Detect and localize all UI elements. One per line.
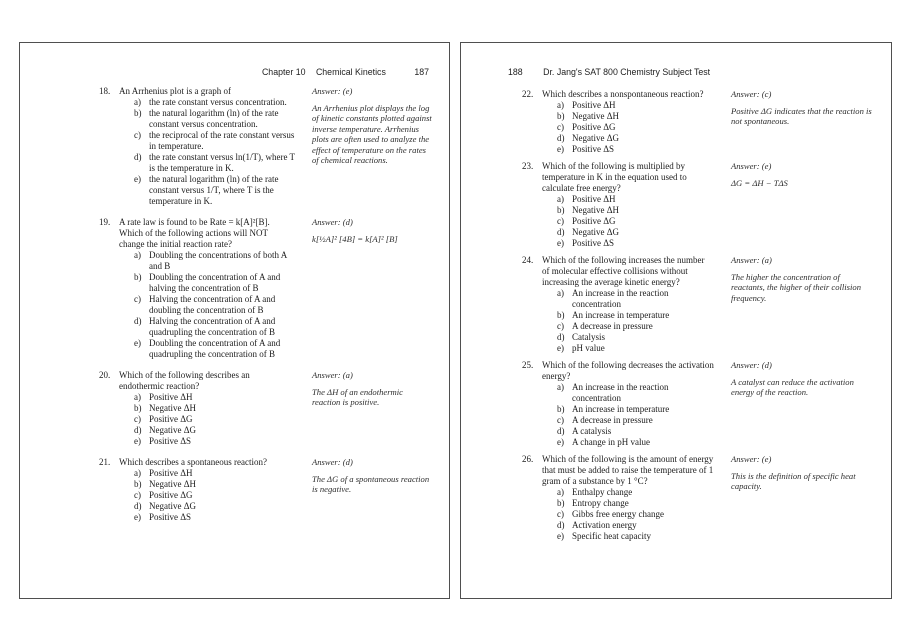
option-text: Halving the concentration of A and doubling the concentration of B bbox=[149, 294, 276, 315]
option-item bbox=[134, 490, 295, 501]
question-body bbox=[119, 370, 295, 447]
option-item bbox=[134, 425, 295, 436]
option-text: Doubling the concentration of A and quadrupling the concentration of B bbox=[149, 338, 281, 359]
answer-block bbox=[295, 86, 433, 166]
option-label: a) bbox=[557, 100, 564, 110]
option-label: b) bbox=[557, 310, 565, 320]
answer-explanation: The ΔG of a spontaneous reaction is negative. bbox=[312, 473, 430, 494]
option-item bbox=[134, 403, 295, 414]
question-number: 26. bbox=[522, 454, 534, 464]
option-text: the rate constant versus ln(1/T), where T is the temperature in K. bbox=[149, 152, 295, 173]
answer-explanation: An Arrhenius plot displays the log of kinetic constants plotted against inverse temperature. Arrhenius plots are often used to analyze the effect of temperature on the rates of chemical reactions. bbox=[312, 102, 432, 165]
option-text: Positive ΔS bbox=[149, 436, 192, 446]
question-body bbox=[542, 360, 714, 448]
option-label: c) bbox=[134, 294, 141, 304]
question-body bbox=[119, 86, 295, 207]
option-item bbox=[557, 404, 714, 415]
option-label: e) bbox=[134, 174, 141, 184]
option-text: An increase in the reaction concentration bbox=[572, 382, 669, 403]
option-label: a) bbox=[557, 288, 564, 298]
option-item bbox=[557, 382, 714, 404]
question-item bbox=[522, 89, 875, 155]
option-item bbox=[134, 130, 295, 152]
option-text: pH value bbox=[572, 343, 605, 353]
option-text: A decrease in pressure bbox=[572, 415, 653, 425]
option-item bbox=[557, 288, 714, 310]
option-label: e) bbox=[134, 512, 141, 522]
question-body bbox=[542, 161, 714, 249]
option-text: A decrease in pressure bbox=[572, 321, 653, 331]
option-label: d) bbox=[134, 316, 142, 326]
question-options bbox=[119, 468, 295, 523]
answer-block bbox=[714, 89, 875, 127]
option-label: b) bbox=[134, 403, 142, 413]
option-label: e) bbox=[557, 531, 564, 541]
option-text: A change in pH value bbox=[572, 437, 650, 447]
option-label: d) bbox=[557, 332, 565, 342]
option-label: e) bbox=[134, 338, 141, 348]
option-item bbox=[557, 520, 714, 531]
option-text: Doubling the concentrations of both A and B bbox=[149, 250, 287, 271]
option-label: a) bbox=[557, 382, 564, 392]
option-text: Positive ΔG bbox=[572, 122, 616, 132]
option-item bbox=[557, 111, 714, 122]
question-item bbox=[522, 360, 875, 448]
question-options bbox=[542, 100, 714, 155]
option-label: a) bbox=[134, 250, 141, 260]
question-options bbox=[119, 97, 295, 207]
question-main bbox=[99, 86, 295, 207]
question-number: 18. bbox=[99, 86, 111, 96]
option-label: b) bbox=[134, 272, 142, 282]
option-item bbox=[134, 501, 295, 512]
option-label: a) bbox=[557, 194, 564, 204]
option-item bbox=[557, 133, 714, 144]
option-item bbox=[134, 468, 295, 479]
answer-explanation: This is the definition of specific heat capacity. bbox=[731, 470, 856, 491]
option-label: e) bbox=[557, 437, 564, 447]
answer-block bbox=[714, 360, 875, 398]
question-main bbox=[99, 370, 295, 447]
question-item bbox=[99, 370, 433, 447]
option-item bbox=[557, 437, 714, 448]
question-main bbox=[522, 360, 714, 448]
question-number: 19. bbox=[99, 217, 111, 227]
answer-block bbox=[295, 457, 433, 495]
answer-block bbox=[714, 161, 875, 188]
option-label: a) bbox=[134, 392, 141, 402]
question-main bbox=[522, 161, 714, 249]
question-main bbox=[99, 457, 295, 523]
question-body bbox=[119, 217, 295, 360]
question-number: 21. bbox=[99, 457, 111, 467]
question-body bbox=[542, 454, 714, 542]
option-item bbox=[557, 531, 714, 542]
page-187 bbox=[19, 42, 450, 599]
option-label: c) bbox=[557, 321, 564, 331]
option-text: the reciprocal of the rate constant versus in temperature. bbox=[149, 130, 295, 151]
option-label: a) bbox=[134, 468, 141, 478]
option-label: e) bbox=[557, 343, 564, 353]
question-main bbox=[522, 454, 714, 542]
option-text: Positive ΔH bbox=[149, 468, 193, 478]
question-text: Which of the following describes an endothermic reaction? bbox=[119, 370, 250, 391]
option-label: e) bbox=[557, 238, 564, 248]
answer-label: Answer: (d) bbox=[312, 217, 353, 227]
option-text: Positive ΔG bbox=[572, 216, 616, 226]
option-text: Negative ΔH bbox=[149, 479, 197, 489]
option-item bbox=[134, 414, 295, 425]
option-label: a) bbox=[134, 97, 141, 107]
option-label: d) bbox=[557, 227, 565, 237]
question-text: Which describes a spontaneous reaction? bbox=[119, 457, 267, 467]
option-label: c) bbox=[557, 216, 564, 226]
option-label: d) bbox=[134, 425, 142, 435]
option-text: Activation energy bbox=[572, 520, 637, 530]
answer-explanation: ΔG = ΔH − TΔS bbox=[731, 177, 788, 188]
question-options bbox=[119, 392, 295, 447]
option-item bbox=[134, 174, 295, 207]
option-text: Enthalpy change bbox=[572, 487, 633, 497]
option-text: Positive ΔH bbox=[572, 194, 616, 204]
option-item bbox=[134, 294, 295, 316]
option-item bbox=[557, 498, 714, 509]
option-label: d) bbox=[557, 133, 565, 143]
question-item bbox=[99, 217, 433, 360]
question-number: 23. bbox=[522, 161, 534, 171]
option-item bbox=[134, 479, 295, 490]
question-item bbox=[522, 454, 875, 542]
option-item bbox=[557, 227, 714, 238]
question-options bbox=[542, 194, 714, 249]
option-label: c) bbox=[134, 130, 141, 140]
option-item bbox=[557, 216, 714, 227]
option-text: Negative ΔG bbox=[572, 133, 620, 143]
option-text: Negative ΔG bbox=[149, 501, 197, 511]
question-number: 25. bbox=[522, 360, 534, 370]
option-text: Doubling the concentration of A and halving the concentration of B bbox=[149, 272, 281, 293]
answer-label: Answer: (e) bbox=[731, 161, 772, 171]
option-item bbox=[134, 272, 295, 294]
option-item bbox=[134, 152, 295, 174]
chapter-label: Chapter 10 bbox=[261, 67, 306, 77]
question-text: Which of the following is the amount of energy that must be added to raise the temperature of 1 gram of a substance by 1 °C? bbox=[542, 454, 714, 486]
option-item bbox=[557, 205, 714, 216]
question-number: 22. bbox=[522, 89, 534, 99]
option-item bbox=[557, 426, 714, 437]
answer-label: Answer: (d) bbox=[731, 360, 772, 370]
answer-block bbox=[295, 370, 433, 408]
question-item bbox=[99, 457, 433, 523]
question-text: Which of the following increases the number of molecular effective collisions without increasing the average kinetic energy? bbox=[542, 255, 705, 287]
option-label: b) bbox=[557, 111, 565, 121]
option-label: c) bbox=[557, 509, 564, 519]
page-188 bbox=[460, 42, 892, 599]
question-text: Which describes a nonspontaneous reaction? bbox=[542, 89, 704, 99]
option-label: c) bbox=[134, 414, 141, 424]
option-item bbox=[134, 250, 295, 272]
option-item bbox=[557, 332, 714, 343]
option-text: An increase in temperature bbox=[572, 404, 670, 414]
answer-label: Answer: (e) bbox=[312, 86, 353, 96]
option-label: e) bbox=[557, 144, 564, 154]
running-header-left bbox=[262, 67, 429, 77]
option-item bbox=[557, 343, 714, 354]
option-label: a) bbox=[557, 487, 564, 497]
answer-label: Answer: (a) bbox=[731, 255, 772, 265]
question-options bbox=[542, 487, 714, 542]
question-text: A rate law is found to be Rate = k[A]²[B]. Which of the following actions will NOT change the initial reaction rate? bbox=[119, 217, 270, 249]
option-text: Negative ΔH bbox=[572, 205, 620, 215]
option-label: b) bbox=[557, 205, 565, 215]
question-text: Which of the following is multiplied by temperature in K in the equation used to calculate free energy? bbox=[542, 161, 687, 193]
option-text: the natural logarithm (ln) of the rate constant versus 1/T, where T is the temperature in K. bbox=[149, 174, 279, 206]
question-body bbox=[119, 457, 295, 523]
option-text: Negative ΔH bbox=[149, 403, 197, 413]
option-label: c) bbox=[557, 122, 564, 132]
chapter-title: Chemical Kinetics bbox=[315, 67, 386, 77]
question-number: 20. bbox=[99, 370, 111, 380]
option-item bbox=[134, 436, 295, 447]
questions-container-right bbox=[522, 89, 875, 542]
option-text: An increase in the reaction concentration bbox=[572, 288, 669, 309]
question-main bbox=[522, 89, 714, 155]
answer-label: Answer: (c) bbox=[731, 89, 772, 99]
option-text: Halving the concentration of A and quadrupling the concentration of B bbox=[149, 316, 276, 337]
option-label: d) bbox=[557, 426, 565, 436]
option-label: c) bbox=[134, 490, 141, 500]
answer-explanation: Positive ΔG indicates that the reaction is not spontaneous. bbox=[731, 105, 872, 126]
option-text: Specific heat capacity bbox=[572, 531, 651, 541]
question-options bbox=[542, 382, 714, 448]
option-text: Positive ΔS bbox=[572, 144, 615, 154]
option-label: b) bbox=[134, 479, 142, 489]
option-text: Negative ΔG bbox=[572, 227, 620, 237]
option-label: c) bbox=[557, 415, 564, 425]
option-text: An increase in temperature bbox=[572, 310, 670, 320]
option-text: Positive ΔG bbox=[149, 414, 193, 424]
option-item bbox=[134, 316, 295, 338]
answer-label: Answer: (d) bbox=[312, 457, 353, 467]
option-text: Positive ΔG bbox=[149, 490, 193, 500]
option-item bbox=[134, 338, 295, 360]
option-text: the natural logarithm (ln) of the rate constant versus concentration. bbox=[149, 108, 279, 129]
option-text: Gibbs free energy change bbox=[572, 509, 665, 519]
question-item bbox=[99, 86, 433, 207]
option-item bbox=[557, 238, 714, 249]
option-text: Positive ΔS bbox=[149, 512, 192, 522]
question-main bbox=[522, 255, 714, 354]
option-text: Catalysis bbox=[572, 332, 605, 342]
question-item bbox=[522, 161, 875, 249]
option-item bbox=[134, 97, 295, 108]
question-options bbox=[542, 288, 714, 354]
question-text: An Arrhenius plot is a graph of bbox=[119, 86, 231, 96]
answer-block bbox=[714, 255, 875, 303]
questions-container-left bbox=[99, 86, 433, 523]
question-body bbox=[542, 255, 714, 354]
question-body bbox=[542, 89, 714, 155]
option-label: e) bbox=[134, 436, 141, 446]
book-title: Dr. Jang's SAT 800 Chemistry Subject Test bbox=[543, 67, 711, 77]
question-text: Which of the following decreases the activation energy? bbox=[542, 360, 714, 381]
option-label: b) bbox=[557, 404, 565, 414]
running-header-right bbox=[508, 67, 710, 77]
option-label: d) bbox=[134, 152, 142, 162]
question-item bbox=[522, 255, 875, 354]
option-item bbox=[557, 487, 714, 498]
option-text: Entropy change bbox=[572, 498, 629, 508]
option-label: d) bbox=[557, 520, 565, 530]
option-text: Positive ΔH bbox=[572, 100, 616, 110]
page-number: 188 bbox=[508, 67, 523, 77]
option-text: Negative ΔH bbox=[572, 111, 620, 121]
option-item bbox=[134, 392, 295, 403]
option-item bbox=[134, 108, 295, 130]
option-item bbox=[557, 122, 714, 133]
answer-block bbox=[714, 454, 875, 492]
answer-block bbox=[295, 217, 433, 244]
question-options bbox=[119, 250, 295, 360]
option-item bbox=[557, 144, 714, 155]
option-item bbox=[557, 415, 714, 426]
question-number: 24. bbox=[522, 255, 534, 265]
option-text: Positive ΔH bbox=[149, 392, 193, 402]
answer-explanation: A catalyst can reduce the activation energy of the reaction. bbox=[731, 376, 854, 397]
option-text: the rate constant versus concentration. bbox=[149, 97, 287, 107]
option-label: d) bbox=[134, 501, 142, 511]
option-item bbox=[557, 509, 714, 520]
option-label: b) bbox=[557, 498, 565, 508]
option-text: Negative ΔG bbox=[149, 425, 197, 435]
option-item bbox=[557, 100, 714, 111]
option-text: A catalysis bbox=[572, 426, 612, 436]
answer-explanation: k[½A]² [4B] = k[A]² [B] bbox=[312, 233, 398, 244]
answer-label: Answer: (e) bbox=[731, 454, 772, 464]
option-text: Positive ΔS bbox=[572, 238, 615, 248]
option-item bbox=[557, 194, 714, 205]
option-item bbox=[134, 512, 295, 523]
answer-explanation: The ΔH of an endothermic reaction is positive. bbox=[312, 386, 403, 407]
answer-label: Answer: (a) bbox=[312, 370, 353, 380]
option-label: b) bbox=[134, 108, 142, 118]
answer-explanation: The higher the concentration of reactants, the higher of their collision frequency. bbox=[731, 271, 862, 303]
option-item bbox=[557, 310, 714, 321]
question-main bbox=[99, 217, 295, 360]
option-item bbox=[557, 321, 714, 332]
page-number: 187 bbox=[414, 67, 429, 77]
